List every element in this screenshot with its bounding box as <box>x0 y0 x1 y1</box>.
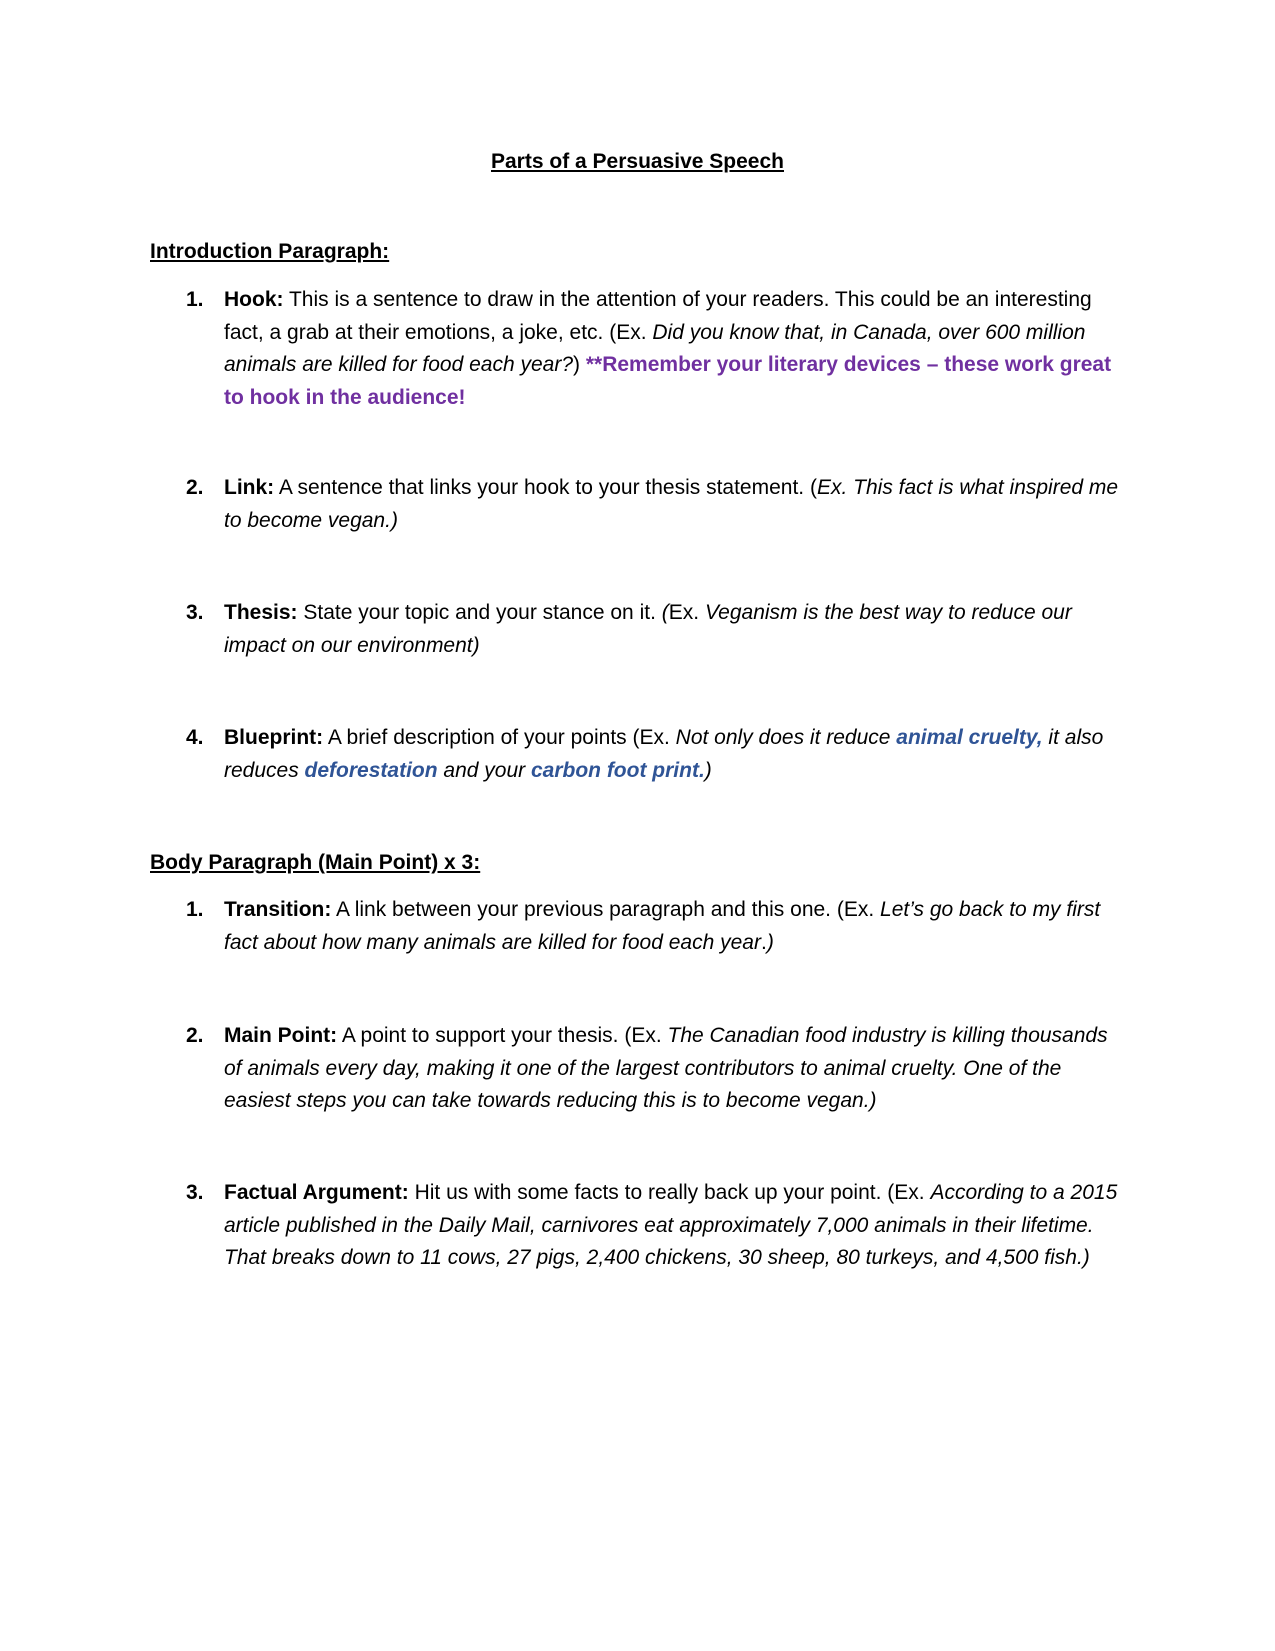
list-item-blueprint: 4. Blueprint: A brief description of your points (Ex. Not only does it reduce animal cruelty, it also reduces deforestation and your carbon foot print.) <box>186 722 1126 787</box>
item-label: Factual Argument: <box>224 1181 409 1204</box>
item-text: This is a sentence to draw in the attention of your readers. This could be an interesting fact, a grab at their emotions, a joke, etc. (Ex. <box>224 288 1092 344</box>
item-text: A point to support your thesis. (Ex. <box>337 1024 668 1047</box>
item-label: Blueprint: <box>224 726 324 749</box>
item-number: 2. <box>186 1024 204 1047</box>
list-item-hook: 1. Hook: This is a sentence to draw in the attention of your readers. This could be an interesting fact, a grab at their emotions, a joke, etc. (Ex. Did you know that, in Canada, over 600 million animals are killed for food each year?) **Remember your literary devices – these work great to hook in the audience! <box>186 284 1126 414</box>
literary-devices-note: **Remember your literary devices – these work great to hook in the audience! <box>224 353 1112 409</box>
item-number: 1. <box>186 898 204 921</box>
item-example: Ex. This fact is what inspired me to become vegan.) <box>224 476 1119 532</box>
item-number: 4. <box>186 726 204 749</box>
item-label: Thesis: <box>224 601 298 624</box>
item-label: Hook: <box>224 288 284 311</box>
item-example: Let’s go back to my first fact about how many animals are killed for food each year <box>224 898 1101 954</box>
item-text: A brief description of your points (Ex. <box>323 726 676 749</box>
highlight-deforestation: deforestation <box>304 758 438 782</box>
item-number: 2. <box>186 476 204 499</box>
item-number: 1. <box>186 288 204 311</box>
list-item-thesis: 3. Thesis: State your topic and your stance on it. (Ex. Veganism is the best way to reduce our impact on our environment) <box>186 597 1126 662</box>
highlight-animal-cruelty: animal cruelty, <box>896 726 1043 749</box>
section-heading-introduction: Introduction Paragraph: <box>150 240 390 263</box>
item-number: 3. <box>186 1181 204 1204</box>
item-label: Link: <box>224 476 275 499</box>
item-example: According to a 2015 article published in the Daily Mail, carnivores eat approximately 7,000 animals in their lifetime. That breaks down to 11 cows, 27 pigs, 2,400 chickens, 30 sheep, 80 turkeys, and 4,500 fish.) <box>224 1181 1118 1269</box>
item-text: State your topic and your stance on it. <box>297 601 662 624</box>
document-title: Parts of a Persuasive Speech <box>491 150 784 173</box>
item-number: 3. <box>186 601 204 624</box>
list-item-factual-argument <box>186 1177 1126 1275</box>
item-example: Veganism is the best way to reduce our impact on our environment) <box>224 601 1072 657</box>
item-text: Hit us with some facts to really back up your point. (Ex. <box>408 1181 931 1204</box>
highlight-carbon-footprint: carbon foot print. <box>530 758 705 782</box>
item-text: A sentence that links your hook to your thesis statement. ( <box>274 476 817 499</box>
list-item-link <box>186 472 1126 537</box>
item-label: Main Point: <box>224 1024 338 1047</box>
list-item-main-point <box>186 1020 1126 1118</box>
item-example: Did you know that, in Canada, over 600 million animals are killed for food each year? <box>224 320 1086 376</box>
list-item-transition: 1. Transition: A link between your previous paragraph and this one. (Ex. Let’s go back to my first fact about how many animals are killed for food each year.) <box>186 894 1126 959</box>
item-text: A link between your previous paragraph and this one. (Ex. <box>331 898 881 921</box>
item-example: The Canadian food industry is killing thousands of animals every day, making it one of the largest contributors to animal cruelty. One of the easiest steps you can take towards reducing this is to become vegan.) <box>224 1024 1108 1112</box>
section-heading-body-paragraph: Body Paragraph (Main Point) x 3: <box>150 851 481 874</box>
item-label: Transition: <box>224 898 332 921</box>
